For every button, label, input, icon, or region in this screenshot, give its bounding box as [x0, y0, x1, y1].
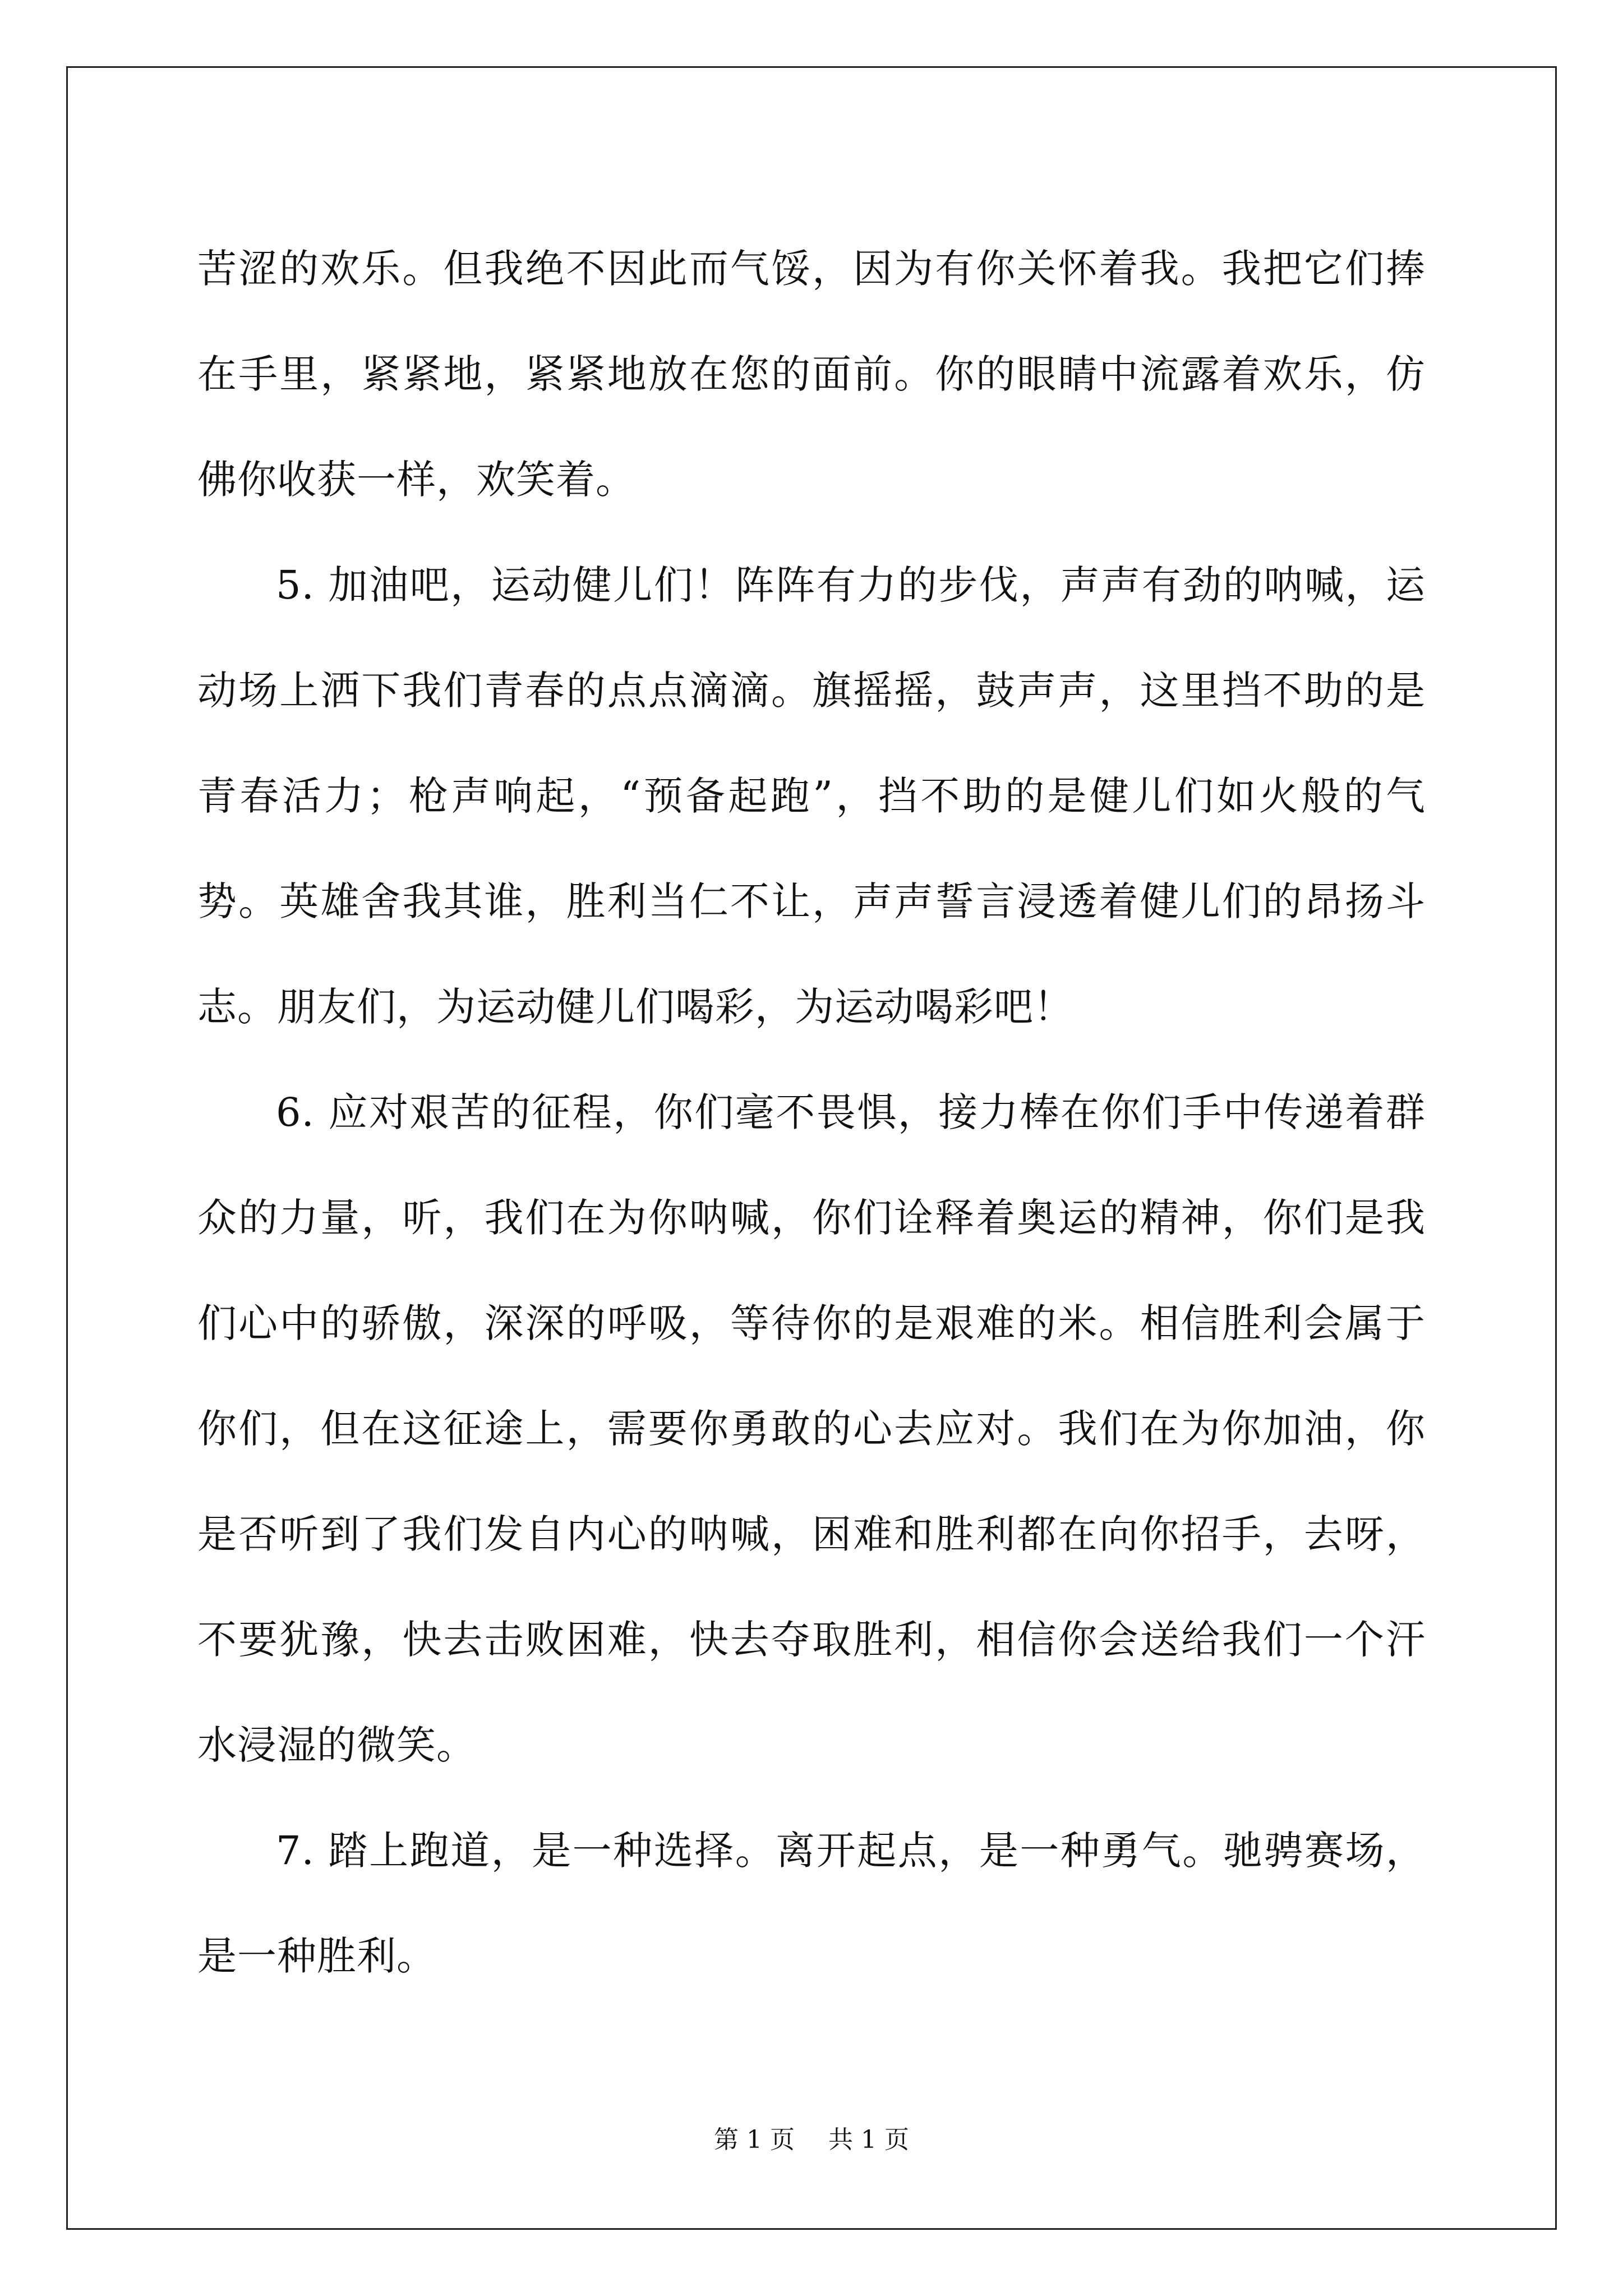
page-total: 共 1 页 — [828, 2125, 909, 2154]
page-footer — [0, 2123, 1623, 2157]
paragraph-item-7: 7. 踏上跑道，是一种选择。离开起点，是一种勇气。驰骋赛场，是一种胜利。 — [197, 1828, 1426, 1979]
document-body — [197, 216, 1426, 2009]
page-number: 第 1 页 — [714, 2125, 795, 2154]
paragraph-item-6: 6. 应对艰苦的征程，你们毫不畏惧，接力棒在你们手中传递着群众的力量，听，我们在为你呐喊，你们诠释着奥运的精神，你们是我们心中的骄傲，深深的呼吸，等待你的是艰难的米。相信胜利会属于你们，但在这征途上，需要你勇敢的心去应对。我们在为你加油，你是否听到了我们发自内心的呐喊，困难和胜利都在向你招手，去呀，不要犹豫，快去击败困难，快去夺取胜利，相信你会送给我们一个汗水浸湿的微笑。 — [197, 1089, 1426, 1768]
paragraph-continuation: 苦涩的欢乐。但我绝不因此而气馁，因为有你关怀着我。我把它们捧在手里，紧紧地，紧紧地放在您的面前。你的眼睛中流露着欢乐，仿佛你收获一样，欢笑着。 — [197, 246, 1426, 503]
paragraph-item-5: 5. 加油吧，运动健儿们！阵阵有力的步伐，声声有劲的呐喊，运动场上洒下我们青春的点点滴滴。旗摇摇，鼓声声，这里挡不助的是青春活力；枪声响起，“预备起跑”，挡不助的是健儿们如火般的气势。英雄舍我其谁，胜利当仁不让，声声誓言浸透着健儿们的昂扬斗志。朋友们，为运动健儿们喝彩，为运动喝彩吧！ — [197, 562, 1426, 1030]
